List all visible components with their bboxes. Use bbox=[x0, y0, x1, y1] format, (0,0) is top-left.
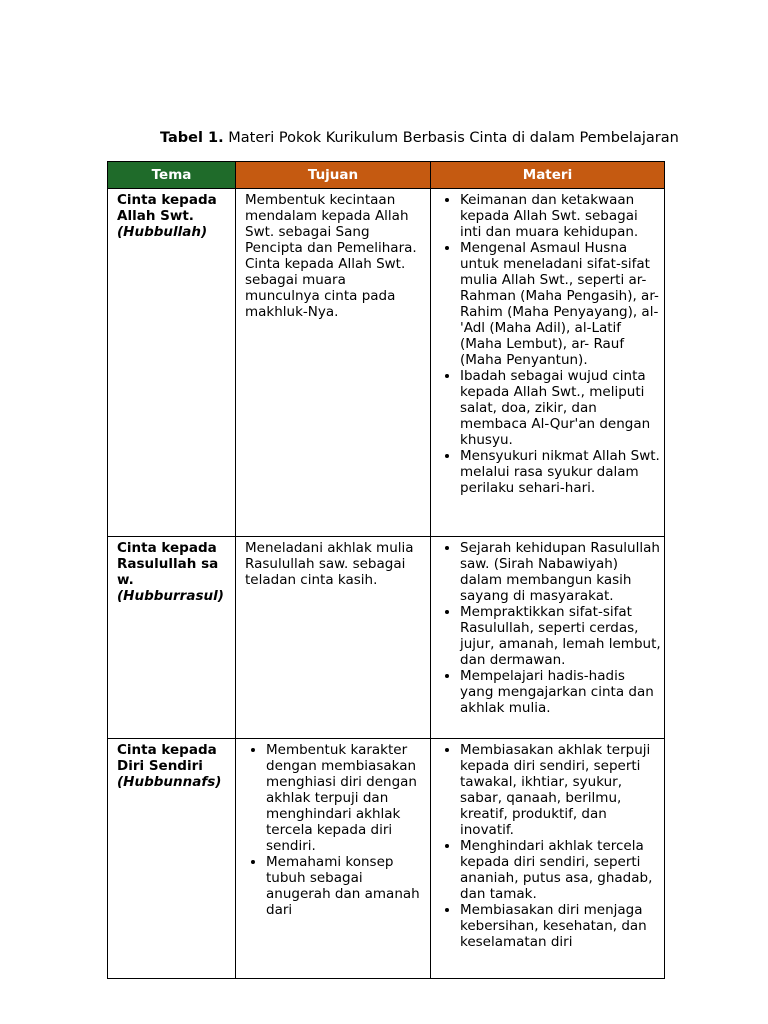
list-item: • Membiasakan akhlak terpuji kepada diri sendiri, seperti tawakal, ikhtiar, syukur, sabar, qanaah, berilmu, kreatif, produktif, dan inovatif. bbox=[460, 742, 662, 838]
tujuan-text: Membentuk kecintaan mendalam kepada Allah Swt. sebagai Sang Pencipta dan Pemelihara. bbox=[245, 192, 417, 256]
tujuan-list bbox=[245, 742, 424, 918]
tujuan-text: Meneladani akhlak mulia Rasulullah saw. sebagai teladan cinta kasih. bbox=[245, 540, 414, 588]
table-row bbox=[108, 189, 665, 537]
tema-title: Cinta kepada Diri Sendiri bbox=[117, 742, 217, 774]
list-item: • Sejarah kehidupan Rasulullah saw. (Sirah Nabawiyah) dalam membangun kasih sayang di masyarakat. bbox=[460, 540, 662, 604]
materi-list bbox=[439, 742, 662, 950]
table-row bbox=[108, 537, 665, 739]
header-tujuan: Tujuan bbox=[236, 162, 431, 189]
list-item: • Mensyukuri nikmat Allah Swt. melalui rasa syukur dalam perilaku sehari-hari. bbox=[460, 448, 662, 496]
header-materi: Materi bbox=[431, 162, 665, 189]
materi-cell bbox=[431, 189, 665, 537]
list-item: • Keimanan dan ketakwaan kepada Allah Swt. sebagai inti dan muara kehidupan. bbox=[460, 192, 662, 240]
materi-list bbox=[439, 192, 662, 496]
tujuan-cell bbox=[236, 189, 431, 537]
tujuan-cell bbox=[236, 537, 431, 739]
list-item: • Mempraktikkan sifat-sifat Rasulullah, seperti cerdas, jujur, amanah, lemah lembut, dan dermawan. bbox=[460, 604, 662, 668]
tema-cell bbox=[108, 189, 236, 537]
materi-cell bbox=[431, 739, 665, 979]
list-item: • Menghindari akhlak tercela kepada diri sendiri, seperti ananiah, putus asa, ghadab, dan tamak. bbox=[460, 838, 662, 902]
table-header-row bbox=[108, 162, 665, 189]
list-item: • Ibadah sebagai wujud cinta kepada Allah Swt., meliputi salat, doa, zikir, dan membaca Al-Qur'an dengan khusyu. bbox=[460, 368, 662, 448]
tema-latin: (Hubbunnafs) bbox=[117, 774, 222, 790]
list-item: • Membentuk karakter dengan membiasakan menghiasi diri dengan akhlak terpuji dan menghindari akhlak tercela kepada diri sendiri. bbox=[266, 742, 424, 854]
tujuan-cell bbox=[236, 739, 431, 979]
tema-latin: (Hubbullah) bbox=[117, 224, 208, 240]
curriculum-table bbox=[107, 161, 665, 979]
caption-text: Materi Pokok Kurikulum Berbasis Cinta di dalam Pembelajaran bbox=[223, 130, 679, 146]
table-row bbox=[108, 739, 665, 979]
tujuan-text: Cinta kepada Allah Swt. sebagai muara munculnya cinta pada makhluk-Nya. bbox=[245, 256, 406, 320]
tema-title: Cinta kepada Rasulullah saw. bbox=[117, 540, 219, 588]
list-item: • Memahami konsep tubuh sebagai anugerah dan amanah dari bbox=[266, 854, 424, 918]
tema-latin: (Hubburrasul) bbox=[117, 588, 224, 604]
caption-label: Tabel 1. bbox=[160, 130, 224, 146]
materi-cell bbox=[431, 537, 665, 739]
table-caption bbox=[160, 130, 679, 146]
tema-cell bbox=[108, 537, 236, 739]
list-item: • Membiasakan diri menjaga kebersihan, kesehatan, dan keselamatan diri bbox=[460, 902, 662, 950]
materi-list bbox=[439, 540, 662, 716]
header-tema: Tema bbox=[108, 162, 236, 189]
list-item: • Mempelajari hadis-hadis yang mengajarkan cinta dan akhlak mulia. bbox=[460, 668, 662, 716]
list-item: • Mengenal Asmaul Husna untuk meneladani sifat-sifat mulia Allah Swt., seperti ar-Rahman (Maha Pengasih), ar-Rahim (Maha Penyayang), al-'Adl (Maha Adil), al-Latif (Maha Lembut), ar- Rauf (Maha Penyantun). bbox=[460, 240, 662, 368]
tema-cell bbox=[108, 739, 236, 979]
tema-title: Cinta kepada Allah Swt. bbox=[117, 192, 217, 224]
